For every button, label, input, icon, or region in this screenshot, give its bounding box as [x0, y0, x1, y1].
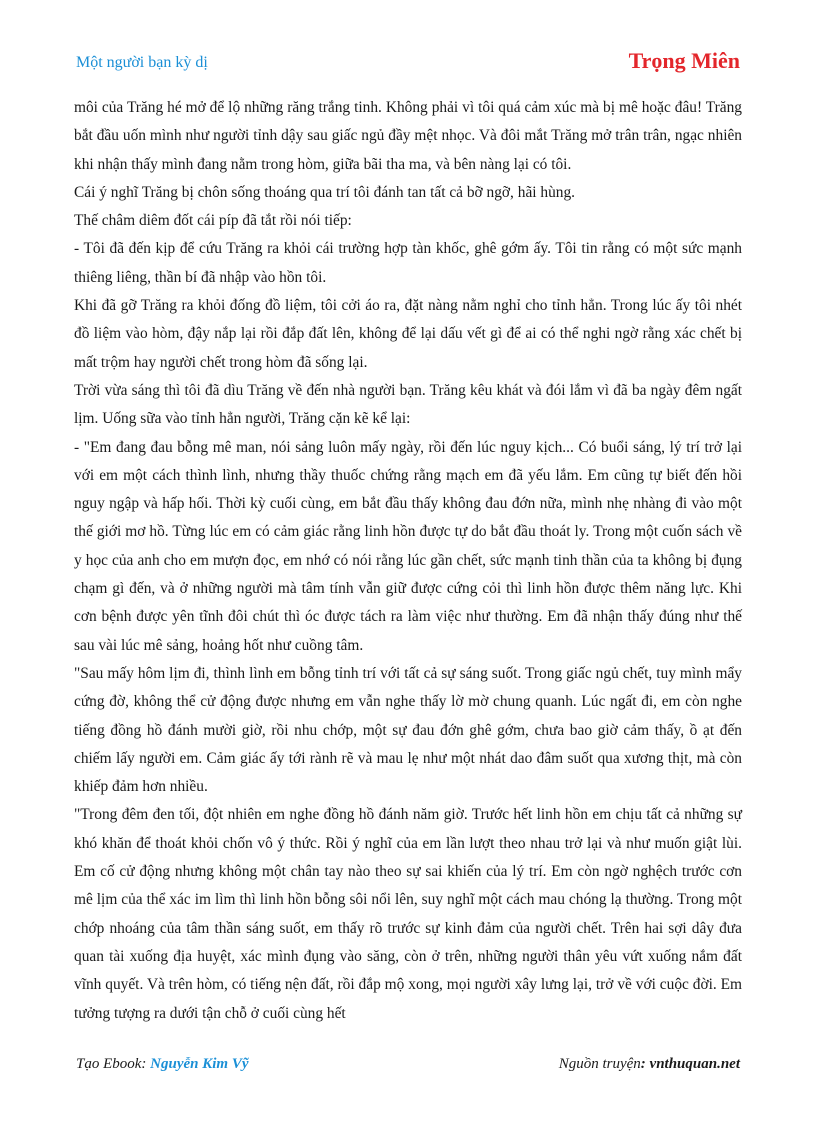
source-label: Nguồn truyện	[558, 1056, 641, 1072]
paragraph: Thế châm diêm đốt cái píp đã tắt rồi nói tiếp:	[74, 212, 352, 230]
paragraph: "Sau mấy hôm lịm đi, thình lình em bỗng tỉnh trí với tất cả sự sáng suốt. Trong giấc ngủ chết, tuy mình mẩy cứng đờ, không thể cử động được nhưng em vẫn nghe thấy lờ mờ chung quanh. Lúc ngất đi, em còn nghe tiếng đồng hồ đánh mười giờ, rồi nhu chớp, một sự đau đớn ghê gớm, chưa bao giờ cảm thấy, ồ ạt đến chiếm lấy người em. Cảm giác ấy tới rành rẽ và mau lẹ như một nhát dao đâm suốt qua xương thịt, mà còn khiếp đảm hơn nhiều.	[74, 664, 742, 796]
author-name: Trọng Miên	[628, 48, 740, 73]
book-title: Một người bạn kỳ dị	[76, 54, 208, 71]
paragraph: Cái ý nghĩ Trăng bị chôn sống thoáng qua trí tôi đánh tan tất cả bỡ ngỡ, hãi hùng.	[74, 183, 576, 201]
paragraph: Khi đã gỡ Trăng ra khỏi đống đồ liệm, tôi cởi áo ra, đặt nàng nằm nghỉ cho tỉnh hẳn. Trong lúc ấy tôi nhét đồ liệm vào hòm, đậy nắp lại rồi đắp đất lên, không để lại dấu vết gì để ai có thể nghi ngờ rằng xác chết bị mất trộm hay người chết trong hòm đã sống lại.	[74, 297, 742, 371]
page-footer	[76, 1056, 740, 1078]
source-site: vnthuquan.net	[649, 1056, 740, 1072]
paragraph: môi của Trăng hé mở để lộ những răng trắng tinh. Không phải vì tôi quá cảm xúc mà bị mê hoặc đâu! Trăng bắt đầu uốn mình như người tỉnh dậy sau giấc ngủ đầy mệt nhọc. Và đôi mắt Trăng mở trân trân, ngạc nhiên khi nhận thấy mình đang nằm trong hòm, giữa bãi tha ma, và bên nàng lại có tôi.	[74, 99, 742, 173]
source-credit: Nguồn truyện: vnthuquan.net	[558, 1056, 740, 1072]
paragraph: "Trong đêm đen tối, đột nhiên em nghe đồng hồ đánh năm giờ. Trước hết linh hồn em chịu tất cả những sự khó khăn để thoát khỏi chốn vô ý thức. Rồi ý nghĩ của em lần lượt theo nhau trở lại và như muốn giật lùi. Em cố cử động nhưng không một chân tay nào theo sự sai khiến của lý trí. Em còn ngờ nghệch trước cơn mê lịm của thể xác im lìm thì linh hồn bỗng sôi nổi lên, suy nghĩ một cách mau chóng lạ thường. Trong một chớp nhoáng của tâm thần sáng suốt, em thấy rõ trước sự kinh đảm của người chết. Trên hai sợi dây đưa quan tài xuống địa huyệt, xác mình đụng vào săng, còn ở trên, những người thân yêu vứt xuống nắm đất vĩnh quyết. Và trên hòm, có tiếng nện đất, rồi đắp mộ xong, mọi người xây lưng lại, trở về với cuộc đời. Em tưởng tượng ra dưới tận chỗ ở cuối cùng hết	[74, 806, 742, 1022]
story-body	[74, 94, 742, 1028]
ebook-credit: Tạo Ebook: Nguyễn Kim Vỹ	[76, 1056, 249, 1072]
paragraph: - "Em đang đau bỗng mê man, nói sảng luôn mấy ngày, rồi đến lúc nguy kịch... Có buổi sáng, lý trí trở lại với em một cách thình lình, nhưng thầy thuốc chứng rằng mạch em đã yếu lắm. Em cũng tự biết đến hồi nguy ngập và hấp hối. Thời kỳ cuối cùng, em bắt đầu thấy không đau đớn nữa, mình nhẹ nhàng đi vào một thế giới mơ hồ. Từng lúc em có cảm giác rằng linh hồn được tự do bắt đầu thoát ly. Trong một cuốn sách về y học của anh cho em mượn đọc, em nhớ có nói rằng lúc gần chết, sức mạnh tinh thần của ta không bị đụng chạm gì đến, và ở những người mà tâm tính vẫn giữ được cứng cỏi thì linh hồn được thêm năng lực. Khi cơn bệnh được yên tĩnh đôi chút thì óc được tách ra làm việc như thường. Em đã nhận thấy đúng như thế sau vài lúc mê sảng, hoảng hốt như cuồng tâm.	[74, 438, 742, 654]
ebook-creator: Nguyễn Kim Vỹ	[150, 1056, 249, 1072]
paragraph: Trời vừa sáng thì tôi đã dìu Trăng về đến nhà người bạn. Trăng kêu khát và đói lắm vì đã ba ngày đêm ngất lịm. Uống sữa vào tỉnh hẳn người, Trăng cặn kẽ kể lại:	[74, 381, 742, 428]
page-header	[76, 48, 740, 78]
ebook-label: Tạo Ebook	[76, 1056, 142, 1072]
paragraph: - Tôi đã đến kịp để cứu Trăng ra khỏi cái trường hợp tàn khốc, ghê gớm ấy. Tôi tin rằng có một sức mạnh thiêng liêng, thần bí đã nhập vào hồn tôi.	[74, 240, 742, 286]
